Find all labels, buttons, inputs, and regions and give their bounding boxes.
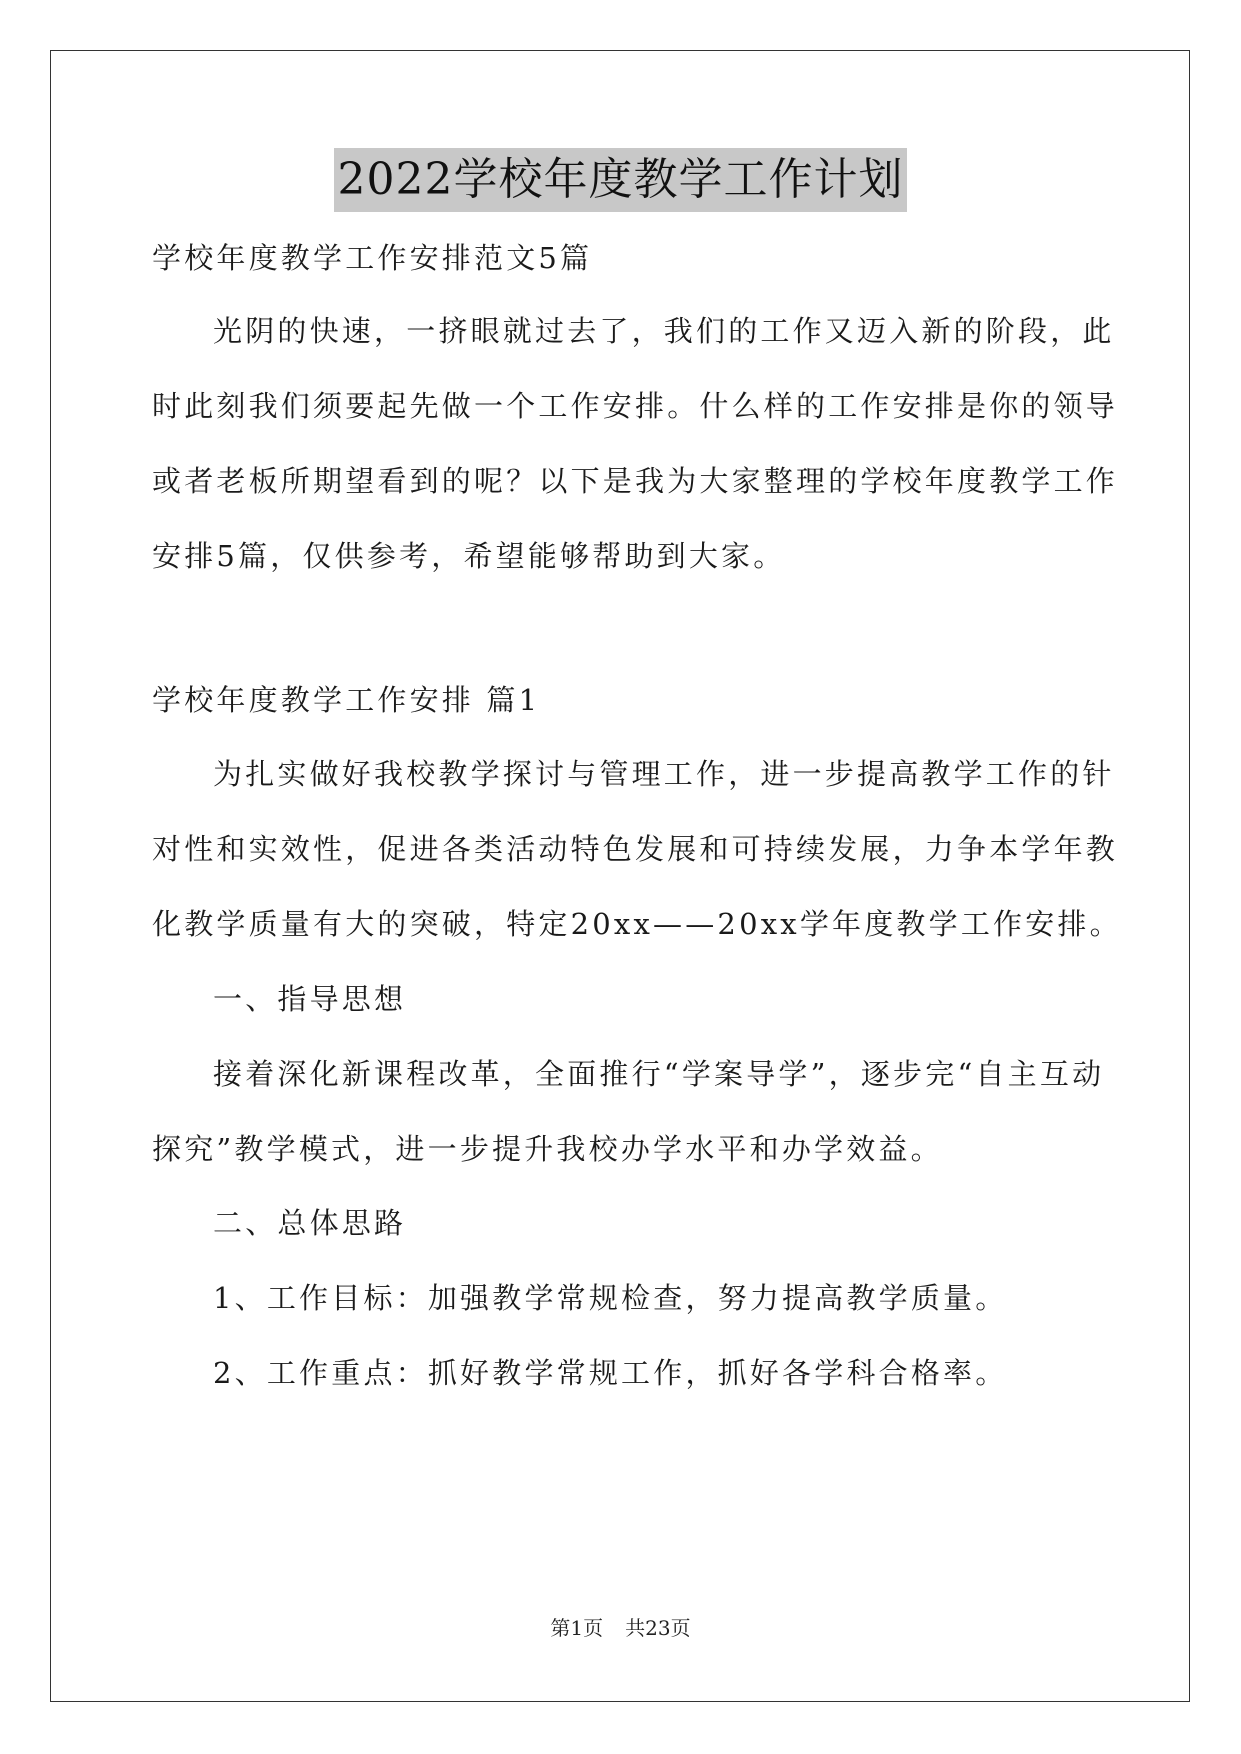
list-item-work-focus: 2、工作重点：抓好教学常规工作，抓好各学科合格率。 (213, 1356, 1008, 1390)
section-heading: 学校年度教学工作安排 篇1 (152, 683, 541, 717)
heading-guiding-ideology: 一、指导思想 (213, 982, 407, 1016)
body-line-2: 对性和实效性，促进各类活动特色发展和可持续发展，力争本学年教 (152, 832, 1119, 866)
intro-line-3: 或者老板所期望看到的呢？以下是我为大家整理的学校年度教学工作 (152, 464, 1119, 498)
document-subtitle: 学校年度教学工作安排范文5篇 (152, 241, 593, 275)
title-container (0, 148, 1241, 212)
page-border (50, 50, 1190, 1702)
page-number-total: 共23页 (625, 1616, 691, 1640)
intro-line-4: 安排5篇，仅供参考，希望能够帮助到大家。 (152, 539, 786, 573)
list-item-work-goal: 1、工作目标：加强教学常规检查，努力提高教学质量。 (213, 1281, 1008, 1315)
page-footer (0, 1614, 1241, 1642)
body-line-3: 化教学质量有大的突破，特定20xx——20xx学年度教学工作安排。 (152, 907, 1122, 941)
heading-overall-approach: 二、总体思路 (213, 1206, 407, 1240)
body-line-5: 接着深化新课程改革，全面推行“学案导学”，逐步完“自主互动 (213, 1057, 1105, 1091)
intro-line-1: 光阴的快速，一挤眼就过去了，我们的工作又迈入新的阶段，此 (213, 314, 1115, 348)
intro-line-2: 时此刻我们须要起先做一个工作安排。什么样的工作安排是你的领导 (152, 389, 1119, 423)
page-number-current: 第1页 (550, 1616, 604, 1640)
document-title: 2022学校年度教学工作计划 (334, 148, 908, 212)
body-line-1: 为扎实做好我校教学探讨与管理工作，进一步提高教学工作的针 (213, 757, 1115, 791)
body-line-6: 探究”教学模式，进一步提升我校办学水平和办学效益。 (152, 1132, 943, 1166)
